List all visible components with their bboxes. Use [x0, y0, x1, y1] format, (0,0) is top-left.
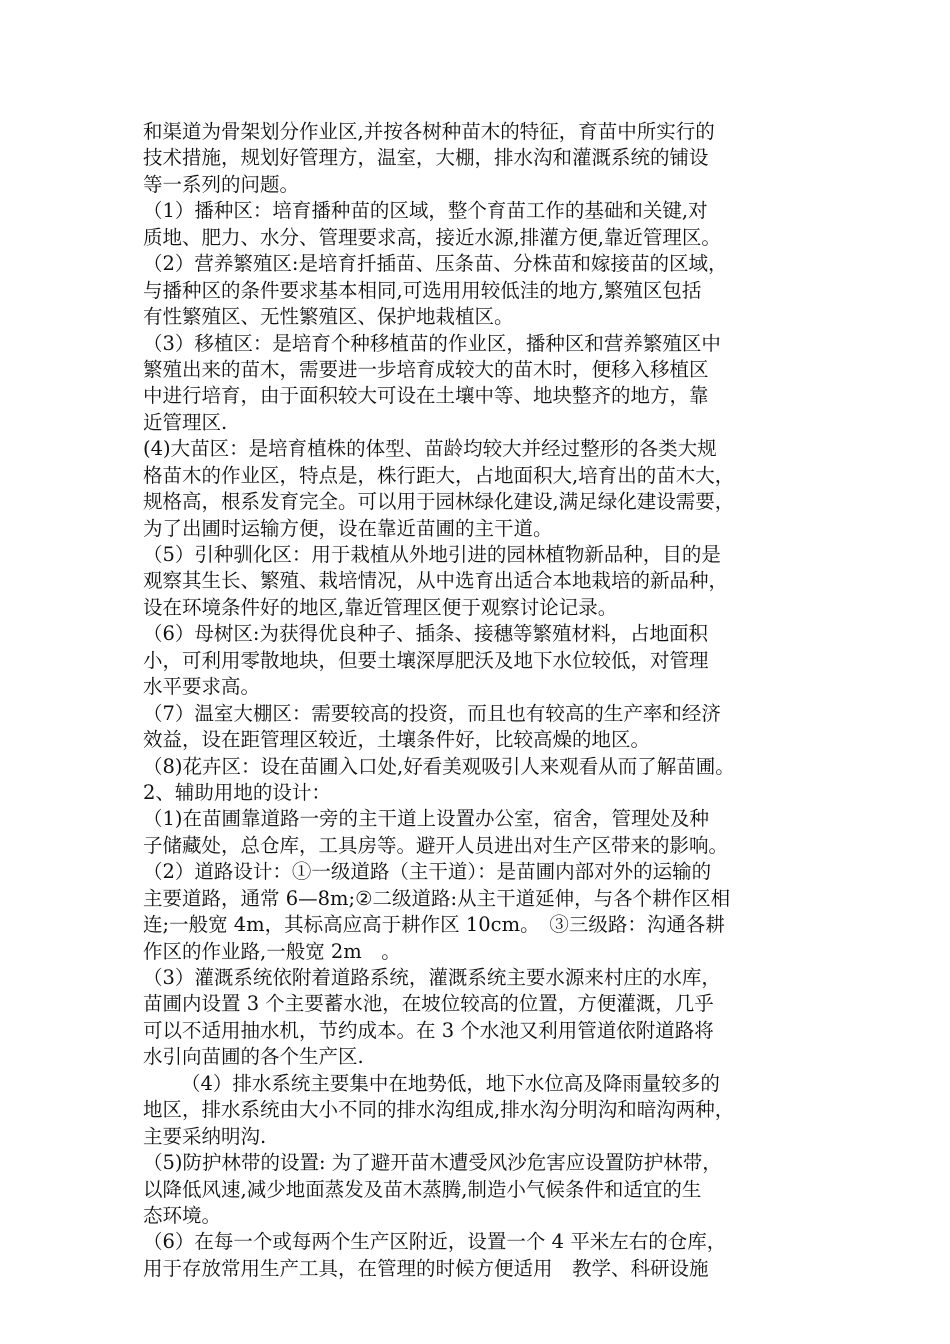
text-line: 2、辅助用地的设计： [143, 780, 331, 804]
text-line: 主要道路，通常 6—8m;②二级道路:从主干道延伸，与各个耕作区相 [143, 886, 731, 910]
text-line: （2）营养繁殖区:是培育扦插苗、压条苗、分株苗和嫁接苗的区域， [143, 252, 728, 276]
text-line: 可以不适用抽水机，节约成本。在 3 个水池又利用管道依附道路将 [143, 1018, 714, 1042]
text-line: （6）在每一个或每两个生产区附近，设置一个 4 平米左右的仓库， [143, 1230, 727, 1254]
text-line: 子储藏处，总仓库，工具房等。避开人员进出对生产区带来的影响。 [143, 833, 729, 857]
text-line: （5)防护林带的设置: 为了避开苗木遭受风沙危害应设置防护林带， [143, 1151, 722, 1175]
text-line: 质地、肥力、水分、管理要求高，接近水源,排灌方便,靠近管理区。 [143, 225, 721, 249]
text-line: （3）移植区：是培育个种移植苗的作业区，播种区和营养繁殖区中 [143, 331, 721, 355]
text-line: 中进行培育，由于面积较大可设在土壤中等、地块整齐的地方，靠 [143, 384, 709, 408]
text-line: 水平要求高。 [143, 675, 261, 699]
text-line: （4）排水系统主要集中在地势低，地下水位高及降雨量较多的 [181, 1071, 720, 1095]
text-line: 设在环境条件好的地区,靠近管理区便于观察讨论记录。 [143, 595, 618, 619]
document-body [143, 119, 811, 1282]
text-line: （8)花卉区：设在苗圃入口处,好看美观吸引人来观看从而了解苗圃。 [143, 754, 735, 778]
text-line: 地区，排水系统由大小不同的排水沟组成,排水沟分明沟和暗沟两种， [143, 1098, 735, 1122]
text-line: （6）母树区:为获得优良种子、插条、接穗等繁殖材料，占地面积 [143, 622, 708, 646]
text-line: 等一系列的问题。 [143, 172, 300, 196]
text-line: （3）灌溉系统依附着道路系统，灌溉系统主要水源来村庄的水库， [143, 966, 721, 989]
text-line: （5）引种驯化区：用于栽植从外地引进的园林植物新品种，目的是 [143, 543, 721, 566]
text-line: 苗圃内设置 3 个主要蓄水池，在坡位较高的位置，方便灌溉，几乎 [143, 992, 714, 1016]
text-line: 近管理区. [143, 410, 228, 434]
text-line: （2）道路设计：①一级道路（主干道）：是苗圃内部对外的运输的 [143, 860, 712, 884]
text-line: 小，可利用零散地块，但要土壤深厚肥沃及地下水位较低，对管理 [143, 648, 709, 672]
text-line: 技术措施，规划好管理方，温室，大棚，排水沟和灌溉系统的铺设 [143, 146, 709, 170]
text-line: 用于存放常用生产工具，在管理的时候方便适用 教学、科研设施 [143, 1256, 709, 1280]
text-line: 规格高，根系发育完全。可以用于园林绿化建设,满足绿化建设需要， [143, 490, 735, 514]
text-line: (4)大苗区：是培育植株的体型、苗龄均较大并经过整形的各类大规 [143, 437, 717, 461]
text-line: （1）播种区：培育播种苗的区域，整个育苗工作的基础和关键,对 [143, 199, 708, 223]
text-line: 连;一般宽 4m，其标高应高于耕作区 10cm。 ③三级路：沟通各耕 [143, 913, 725, 937]
text-line: 观察其生长、繁殖、栽培情况，从中选育出适合本地栽培的新品种， [143, 569, 729, 593]
text-line: 为了出圃时运输方便，设在靠近苗圃的主干道。 [143, 516, 553, 540]
text-line: 主要采纳明沟. [143, 1124, 267, 1148]
text-line: 格苗木的作业区，特点是，株行距大，占地面积大,培育出的苗木大， [143, 463, 735, 487]
text-line: 作区的作业路,一般宽 2m 。 [143, 939, 401, 963]
text-line: 以降低风速,减少地面蒸发及苗木蒸腾,制造小气候条件和适宜的生 [143, 1177, 702, 1201]
text-line: 态环境。 [143, 1203, 222, 1227]
text-line: 繁殖出来的苗木，需要进一步培育成较大的苗木时，便移入移植区 [143, 357, 709, 381]
text-line: 效益，设在距管理区较近，土壤条件好，比较高燥的地区。 [143, 728, 651, 752]
text-line: 水引向苗圃的各个生产区. [143, 1045, 364, 1069]
text-line: 和渠道为骨架划分作业区,并按各树种苗木的特征，育苗中所实行的 [143, 120, 715, 143]
text-line: （7）温室大棚区：需要较高的投资，而且也有较高的生产率和经济 [143, 701, 721, 725]
text-line: 有性繁殖区、无性繁殖区、保护地栽植区。 [143, 305, 514, 329]
text-line: 与播种区的条件要求基本相同,可选用用较低洼的地方,繁殖区包括 [143, 278, 702, 302]
text-line: （1)在苗圃靠道路一旁的主干道上设置办公室，宿舍，管理处及种 [143, 807, 710, 831]
